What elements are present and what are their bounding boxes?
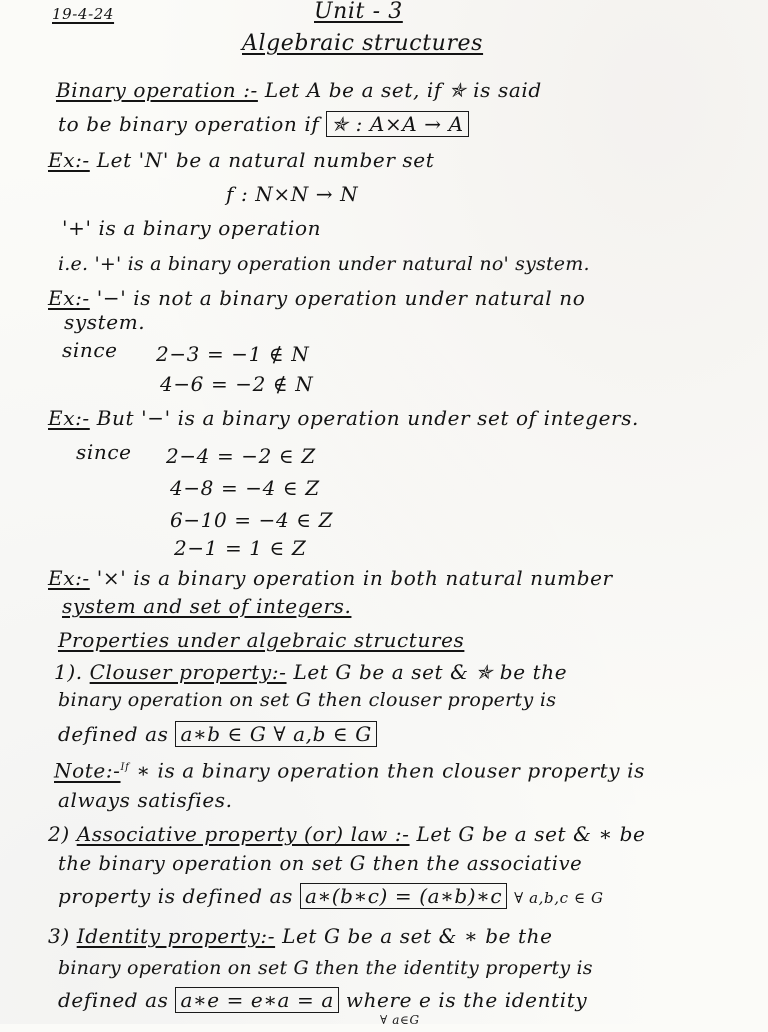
p1-definition: a∗b ∈ G ∀ a,b ∈ G (175, 721, 376, 747)
ex1-label: Ex:- (48, 148, 90, 172)
p2-line-1 (48, 822, 645, 846)
ex3-calc-1: 2−4 = −2 ∈ Z (166, 444, 316, 468)
note-line-1 (54, 756, 645, 783)
p1-text-3: defined as (58, 722, 169, 746)
p2-line-2: the binary operation on set G then the associative (58, 852, 583, 875)
p3-name: Identity property:- (76, 924, 276, 948)
p2-name: Associative property (or) law :- (76, 822, 410, 846)
date: 19-4-24 (52, 5, 115, 23)
p2-text-3: property is defined as (58, 884, 294, 908)
binary-op-definition: ✯ : A×A → A (326, 111, 468, 137)
properties-heading: Properties under algebraic structures (58, 628, 465, 652)
p2-text-1: Let G be a set & ∗ be (416, 822, 646, 846)
binary-op-text-2: to be binary operation if (58, 112, 320, 136)
note-label: Note:- (54, 758, 121, 783)
p1-line-3 (58, 722, 377, 746)
p1-text-1: Let G be a set & ✯ be the (293, 660, 568, 684)
p2-number: 2) (48, 822, 70, 846)
ex3-text-1: But '−' is a binary operation under set of integers. (96, 406, 640, 430)
note-if: If (120, 762, 130, 773)
p2-quantifier: ∀ a,b,c ∈ G (514, 889, 604, 907)
p3-text-1: Let G be a set & ∗ be the (282, 924, 553, 948)
binary-op-text-1: Let A be a set, if ✯ is said (264, 78, 542, 102)
p1-name: Clouser property:- (89, 660, 287, 684)
unit-heading: Unit - 3 (314, 0, 403, 24)
ex4-line-2: system and set of integers. (62, 594, 352, 618)
p1-line-1 (54, 660, 567, 684)
ex2-calc-2: 4−6 = −2 ∉ N (160, 372, 314, 396)
note-line-2: always satisfies. (58, 788, 233, 812)
ex4-label: Ex:- (48, 566, 90, 590)
p3-line-2: binary operation on set G then the identity property is (58, 957, 593, 979)
ex1-line-3: '+' is a binary operation (62, 216, 322, 240)
ex1-line-4: i.e. '+' is a binary operation under natural no' system. (58, 253, 590, 275)
ex3-line-1 (48, 406, 639, 430)
ex3-since: since (76, 440, 132, 464)
p3-definition: a∗e = e∗a = a (175, 987, 338, 1013)
p2-definition: a∗(b∗c) = (a∗b)∗c (300, 883, 507, 909)
ex3-calc-4: 2−1 = 1 ∈ Z (174, 536, 307, 560)
ex4-line-1 (48, 566, 613, 590)
ex3-calc-3: 6−10 = −4 ∈ Z (170, 508, 334, 532)
ex2-calc-1: 2−3 = −1 ∉ N (156, 342, 310, 366)
p3-text-3: defined as (58, 988, 169, 1012)
binary-op-heading: Binary operation :- (56, 78, 258, 102)
ex1-text-1: Let 'N' be a natural number set (96, 148, 435, 172)
p1-line-2: binary operation on set G then clouser property is (58, 689, 557, 711)
ex2-line-1 (48, 286, 585, 310)
ex1-mapping: f : N×N → N (226, 182, 359, 206)
p3-line-3 (58, 988, 587, 1012)
p2-line-3 (58, 884, 604, 910)
ex1-line-1 (48, 148, 434, 172)
p3-quantifier: ∀ a∈G (380, 1013, 420, 1027)
ex3-calc-2: 4−8 = −4 ∈ Z (170, 476, 320, 500)
p3-where: where e is the identity (345, 988, 588, 1012)
ex2-label: Ex:- (48, 286, 90, 310)
page-title: Algebraic structures (242, 31, 484, 56)
note-text-1: ∗ is a binary operation then clouser property is (136, 758, 645, 783)
ex2-text-1: '−' is not a binary operation under natural no (96, 286, 586, 310)
ex2-line-2: system. (64, 310, 146, 334)
ex4-text-1: '×' is a binary operation in both natural number (96, 566, 613, 590)
p3-number: 3) (48, 924, 70, 948)
p1-number: 1). (54, 660, 83, 684)
ex3-label: Ex:- (48, 406, 90, 430)
p3-line-1 (48, 924, 553, 948)
ex2-since: since (62, 338, 118, 362)
binary-op-line-2 (58, 112, 469, 136)
binary-op-line-1 (56, 78, 542, 102)
